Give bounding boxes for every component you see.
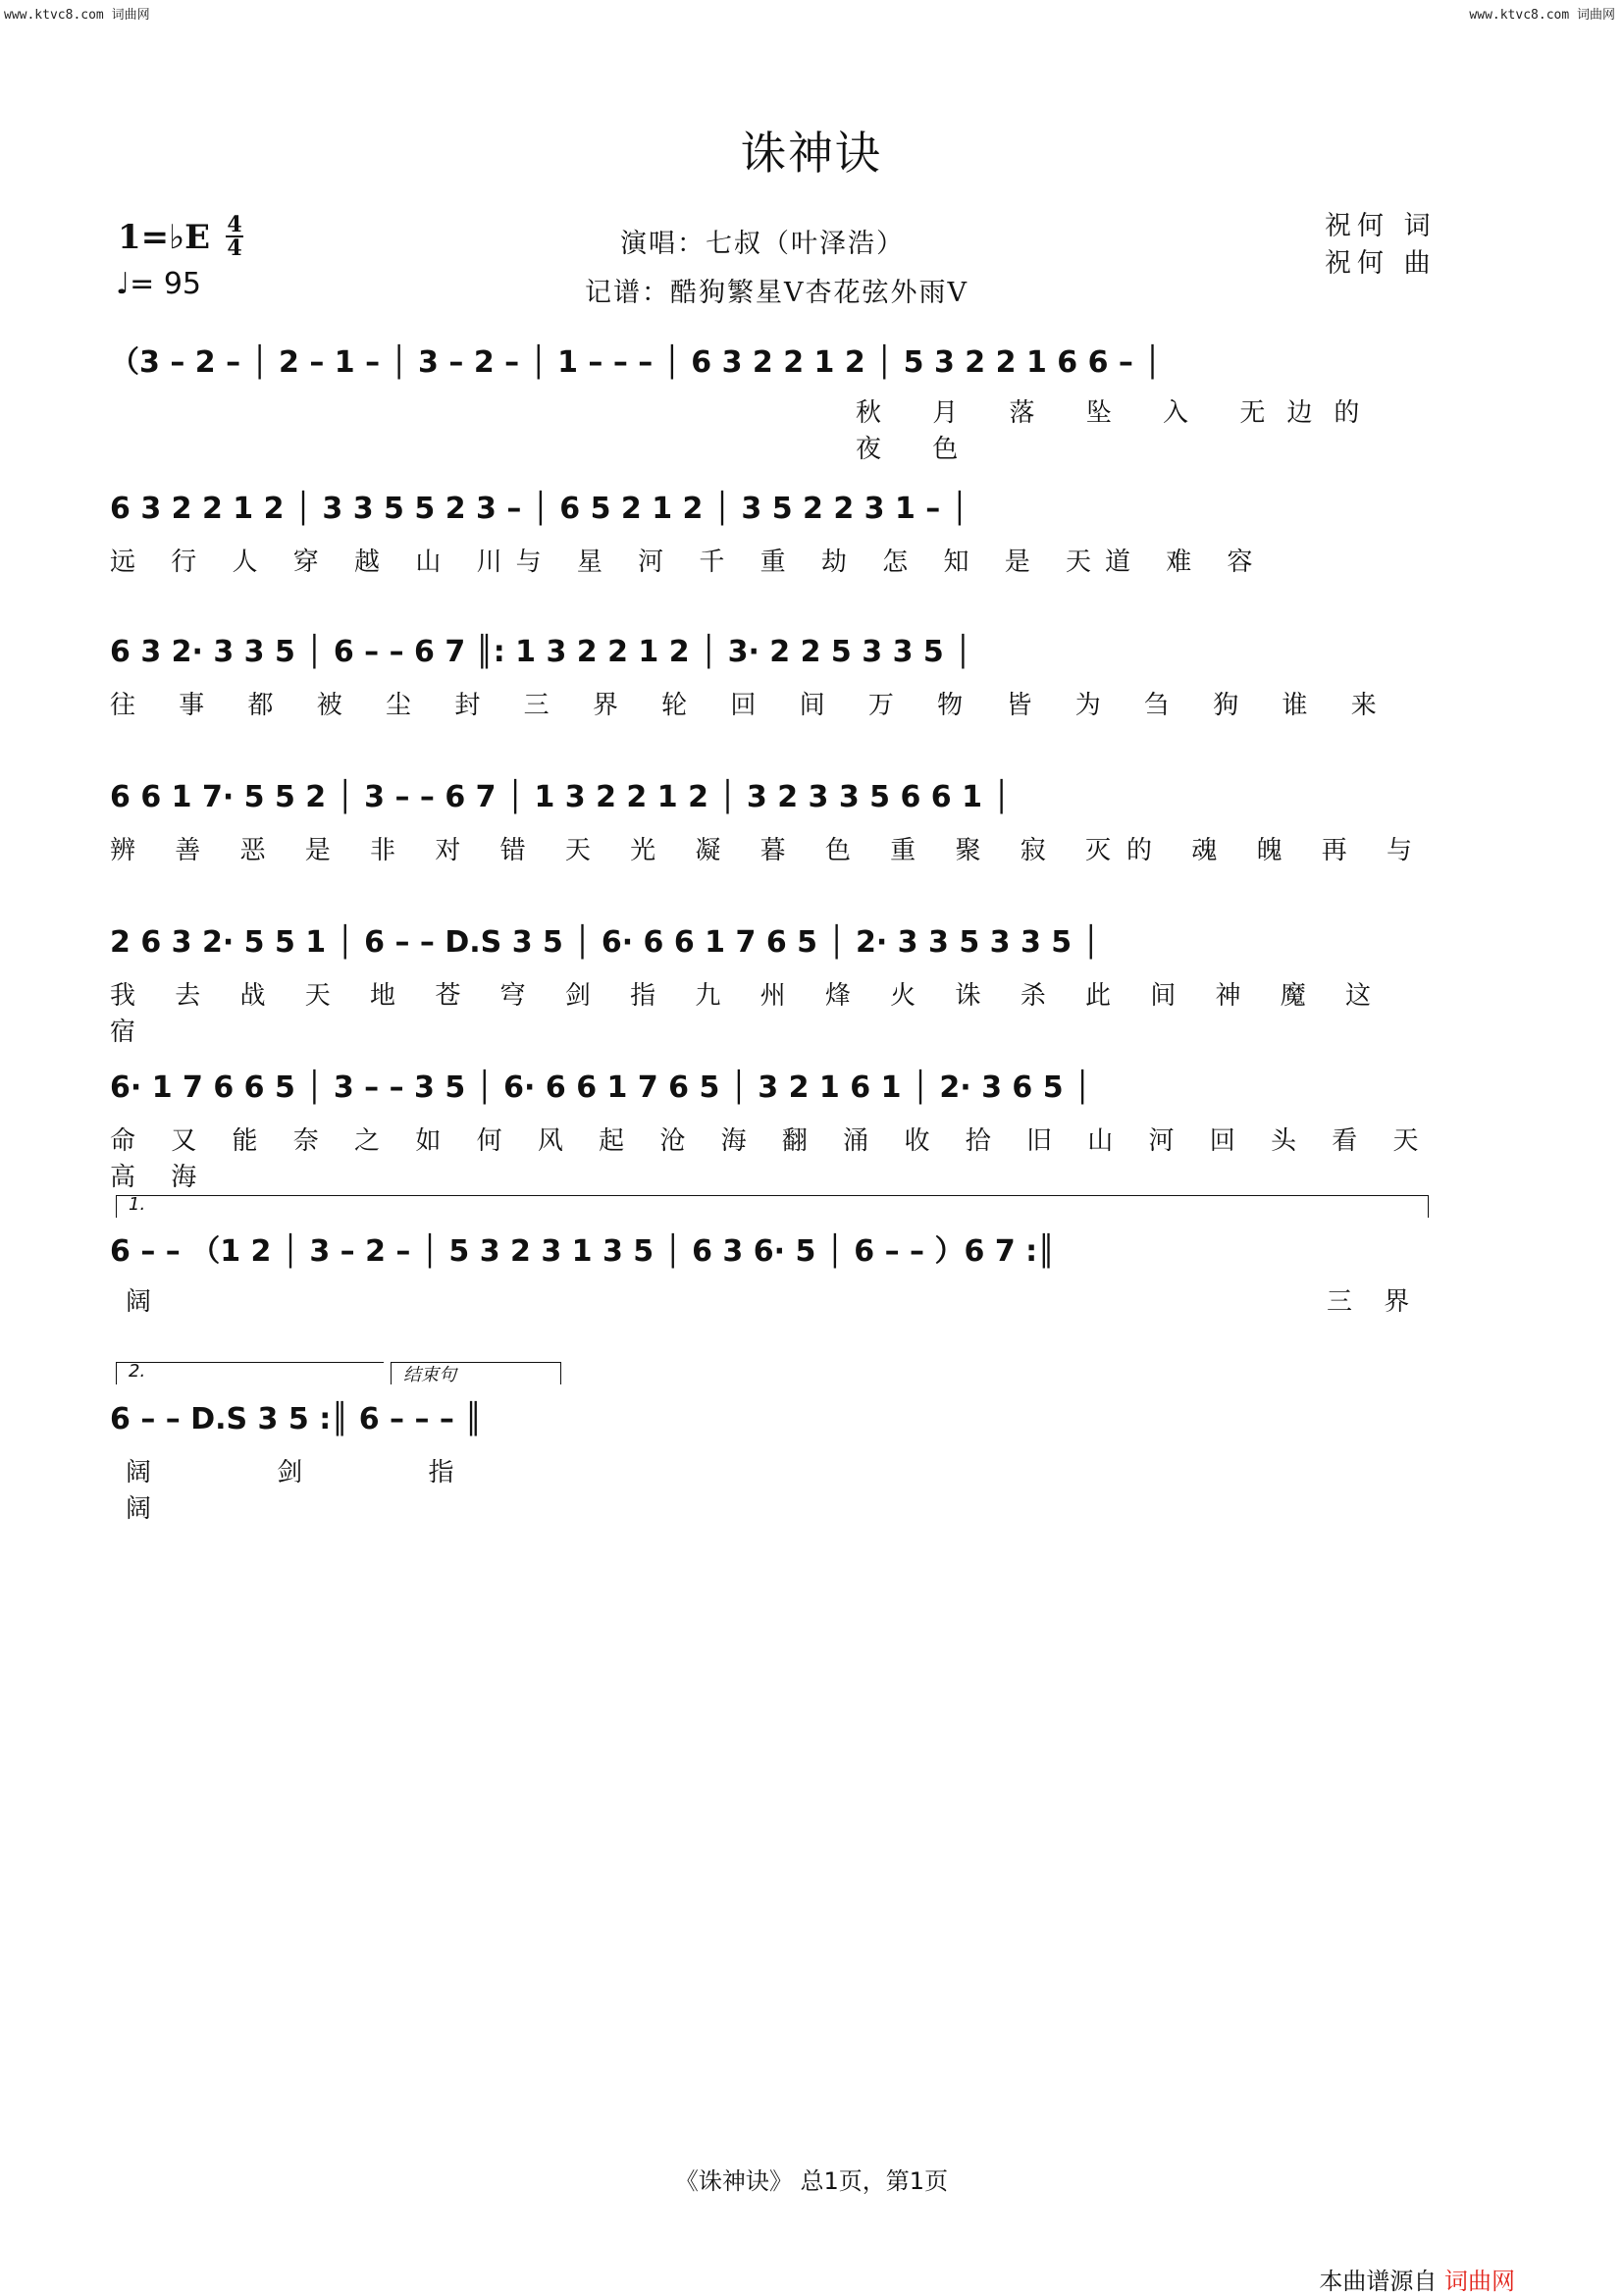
lyrics-row-3: 往 事 都 被 尘 封 三 界 轮 回 间 万 物 皆 为 刍 狗 谁 来 bbox=[110, 691, 1394, 720]
source-text: 本曲谱源自 bbox=[1319, 2268, 1438, 2295]
watermark-right: www.ktvc8.com 词曲网 bbox=[1469, 8, 1615, 23]
notes-row-6: 6· 1 7 6 6 5 │ 3 – – 3 5 │ 6· 6 6 1 7 6 5 │ 3 2 1 6 1 │ 2· 3 6 5 │ bbox=[110, 1070, 1092, 1105]
tempo-marking: ♩= 95 bbox=[116, 267, 201, 301]
time-denominator: 4 bbox=[227, 235, 242, 261]
lyricist-credit: 祝何 词 bbox=[1325, 211, 1437, 241]
volta-bracket-2 bbox=[116, 1362, 384, 1384]
volta-label-1: 1. bbox=[129, 1194, 146, 1215]
lyrics-row-1: 秋 月 落 坠 入 无边的 夜 色 bbox=[856, 398, 1382, 464]
notes-row-ending: 6 – – D.S 3 5 :║ 6 – – – ║ bbox=[110, 1401, 483, 1436]
notes-row-4: 6 6 1 7· 5 5 2 │ 3 – – 6 7 │ 1 3 2 2 1 2 │ 3 2 3 3 5 6 6 1 │ bbox=[110, 779, 1011, 814]
key-signature: 1=♭E bbox=[118, 218, 211, 257]
volta-label-2: 2. bbox=[129, 1361, 146, 1382]
volta-label-end: 结束句 bbox=[403, 1365, 456, 1385]
notes-row-1: （3 – 2 – │ 2 – 1 – │ 3 – 2 – │ 1 – – – │ 6 3 2 2 1 2 │ 5 3 2 2 1 6 6 – │ bbox=[110, 345, 1162, 380]
transcriber-credit: 记谱：酷狗繁星V杏花弦外雨V bbox=[585, 278, 969, 308]
page-footer: 《诛神诀》 总1页，第1页 bbox=[674, 2167, 949, 2195]
time-numerator: 4 bbox=[227, 212, 242, 237]
watermark-left: www.ktvc8.com 词曲网 bbox=[4, 8, 150, 23]
song-title: 诛神诀 bbox=[741, 127, 882, 180]
volta-bracket-1 bbox=[116, 1195, 1429, 1218]
source-brand: 词曲网 bbox=[1444, 2268, 1515, 2295]
lyrics-row-2: 远 行 人 穿 越 山 川与 星 河 千 重 劫 怎 知 是 天道 难 容 bbox=[110, 548, 1267, 577]
lyrics-row-7-left: 阔 bbox=[126, 1287, 174, 1317]
notes-row-7: 6 – – （1 2 │ 3 – 2 – │ 5 3 2 3 1 3 5 │ 6 3 6· 5 │ 6 – – ）6 7 :║ bbox=[110, 1234, 1056, 1269]
volta-bracket-end bbox=[391, 1362, 561, 1384]
composer-credit: 祝何 曲 bbox=[1325, 248, 1437, 279]
lyrics-row-6: 命 又 能 奈 之 如 何 风 起 沧 海 翻 涌 收 拾 旧 山 河 回 头 看 天 高 海 bbox=[110, 1126, 1433, 1192]
lyrics-row-7-right: 三 界 bbox=[1327, 1287, 1422, 1317]
notes-row-5: 2 6 3 2· 5 5 1 │ 6 – – D.S 3 5 │ 6· 6 6 1 7 6 5 │ 2· 3 3 5 3 3 5 │ bbox=[110, 924, 1100, 960]
time-signature bbox=[226, 214, 243, 259]
lyrics-row-ending: 阔 剑 指 阔 bbox=[126, 1458, 513, 1524]
lyrics-row-5: 我 去 战 天 地 苍 穹 剑 指 九 州 烽 火 诛 杀 此 间 神 魔 这 宿 bbox=[110, 981, 1387, 1047]
notes-row-3: 6 3 2· 3 3 5 │ 6 – – 6 7 ║: 1 3 2 2 1 2 │ 3· 2 2 5 3 3 5 │ bbox=[110, 634, 972, 669]
notes-row-2: 6 3 2 2 1 2 │ 3 3 5 5 2 3 – │ 6 5 2 1 2 │ 3 5 2 2 3 1 – │ bbox=[110, 491, 969, 526]
lyrics-row-4: 辨 善 恶 是 非 对 错 天 光 凝 暮 色 重 聚 寂 灭的 魂 魄 再 与 bbox=[110, 836, 1429, 865]
singer-credit: 演唱：七叔（叶泽浩） bbox=[620, 229, 905, 259]
source-credit bbox=[1319, 2262, 1515, 2296]
